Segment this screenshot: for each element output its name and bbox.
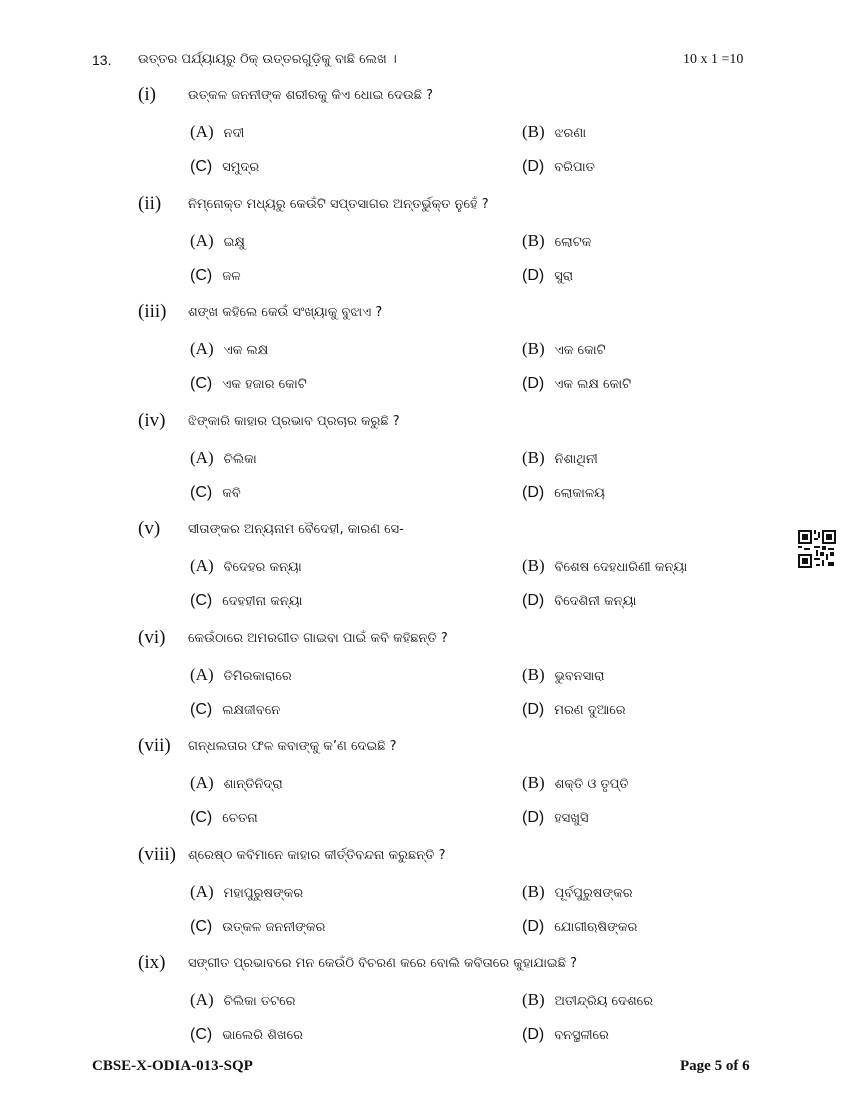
option-text: ଲକ୍ଷଜୀବନେ — [222, 702, 281, 718]
option-text: ବନସ୍ଥଳୀରେ — [554, 1028, 609, 1043]
sub-question-number: (ix) — [138, 952, 166, 973]
option-label: (A) — [190, 447, 214, 467]
option-label: (D) — [522, 809, 545, 826]
question-text: ଗନ୍ଧଲତାର ଫଳ କବାଙ୍କୁ କ’ଣ ଦେଇଛି ? — [188, 739, 397, 754]
question-text: ଶଙ୍ଖ କହିଲେ କେଉଁ ସଂଖ୍ୟାକୁ ବୁଝାଏ ? — [188, 305, 383, 320]
option-label: (C) — [190, 483, 213, 501]
option-label: (A) — [190, 556, 214, 575]
sub-question-number: (iii) — [138, 301, 167, 322]
option-text: ବିଦେହର କନ୍ୟା — [223, 560, 302, 575]
marks-allocation: 10 x 1 =10 — [683, 52, 744, 67]
option-text: ବରିପାତ — [554, 160, 595, 175]
option-text: ଝରଣା — [554, 126, 587, 141]
option-text: ଚିଲିକା — [223, 451, 257, 467]
option-b — [522, 990, 653, 1010]
option-label: (D) — [522, 483, 545, 501]
option-label: (C) — [190, 917, 213, 935]
option-b — [522, 882, 633, 902]
option-d — [522, 158, 595, 176]
paper-code: CBSE-X-ODIA-013-SQP — [92, 1058, 253, 1074]
option-a — [190, 773, 283, 793]
question-instruction: ଉତ୍ତର ପର୍ଯ୍ୟାୟରୁ ଠିକ୍ ଉତ୍ତରଗୁଡ଼ିକୁ ବାଛି ଲେଖ । — [138, 52, 397, 67]
question-header — [0, 52, 850, 72]
option-c — [190, 809, 258, 827]
option-label: (B) — [522, 230, 545, 250]
option-label: (B) — [522, 664, 545, 684]
option-label: (B) — [522, 556, 545, 575]
option-text: ଶକ୍ତି ଓ ତୃପ୍ତି — [554, 777, 629, 792]
option-label: (B) — [522, 122, 545, 141]
option-text: ଚିଲିକା ତଟରେ — [223, 994, 296, 1009]
option-label: (C) — [190, 809, 213, 826]
sub-question-number: (viii) — [138, 843, 176, 865]
option-text: ଜଳ — [222, 268, 241, 284]
option-text: ଉତ୍କଳ ଜନନୀଙ୍କର — [222, 919, 326, 935]
option-d — [522, 809, 588, 827]
sub-question-number: (v) — [138, 518, 161, 539]
option-text: ହସଖୁସି — [554, 811, 589, 826]
option-label: (A) — [190, 990, 214, 1009]
question-item — [0, 193, 850, 302]
option-label: (B) — [522, 990, 545, 1009]
option-label: (D) — [522, 917, 545, 935]
option-a — [190, 990, 296, 1010]
question-item — [0, 844, 850, 953]
option-label: (D) — [522, 375, 545, 392]
option-text: ଏକ ଲକ୍ଷ — [223, 343, 269, 358]
option-label: (A) — [190, 122, 214, 141]
question-item — [0, 735, 850, 844]
option-c — [190, 484, 241, 502]
sub-question-number: (i) — [138, 84, 156, 105]
option-c — [190, 701, 280, 719]
question-item — [0, 952, 850, 1061]
option-text: ଭାଲେରି ଶିଖରେ — [222, 1028, 303, 1043]
question-text: କେଉଁଠାରେ ଅମରଗୀତ ଗାଇବା ପାଇଁ କବି କହିଛନ୍ତି ? — [188, 630, 448, 646]
option-text: ଇକ୍ଷୁ — [223, 234, 245, 250]
option-label: (A) — [190, 230, 214, 250]
option-a — [190, 556, 302, 576]
option-label: (B) — [522, 881, 545, 901]
option-text: ବିଦେଶିନୀ କନ୍ୟା — [554, 594, 637, 609]
option-label: (B) — [522, 447, 545, 467]
option-label: (C) — [190, 158, 213, 175]
option-label: (A) — [190, 881, 214, 901]
option-text: ଦେହହୀନା କନ୍ୟା — [222, 594, 303, 609]
option-label: (C) — [190, 266, 213, 284]
option-label: (D) — [522, 266, 545, 284]
option-text: ଏକ ଲକ୍ଷ କୋଟି — [554, 377, 632, 392]
question-text: ସୀତାଙ୍କର ଅନ୍ୟନାମ ବୈଦେହୀ, କାରଣ ସେ- — [188, 522, 404, 537]
option-b — [522, 556, 687, 576]
sub-question-number: (vii) — [138, 735, 171, 756]
option-a — [190, 339, 268, 359]
option-text: ମରଣ ଦୁଆରେ — [554, 702, 626, 718]
question-item — [0, 518, 850, 627]
option-b — [522, 773, 629, 793]
option-text: ଲୋଟକ — [554, 234, 592, 250]
question-item — [0, 627, 850, 736]
option-text: ଯୋଗୀଋଷିଙ୍କର — [554, 919, 638, 935]
option-d — [522, 484, 605, 502]
option-c — [190, 1026, 303, 1044]
option-b — [522, 448, 598, 468]
option-text: ଏକ ହଜାର କୋଟି — [222, 377, 307, 392]
option-label: (B) — [522, 339, 545, 358]
option-text: ଭୁବନସାରା — [554, 668, 605, 684]
option-text: ଶାନ୍ତିନିଦ୍ରା — [223, 777, 283, 792]
option-label: (B) — [522, 773, 545, 792]
option-label: (D) — [522, 700, 545, 718]
option-d — [522, 1026, 609, 1044]
option-label: (D) — [522, 592, 545, 609]
question-list — [0, 84, 850, 1061]
option-a — [190, 122, 244, 142]
sub-question-number: (vi) — [138, 626, 166, 648]
option-text: ନଦୀ — [223, 126, 245, 141]
question-item — [0, 410, 850, 519]
option-a — [190, 882, 303, 902]
option-label: (D) — [522, 158, 545, 175]
option-text: ଚେତନା — [222, 811, 258, 826]
option-b — [522, 231, 591, 251]
option-text: କବି — [222, 485, 241, 501]
option-c — [190, 918, 325, 936]
option-b — [522, 339, 606, 359]
option-text: ସୁରା — [554, 268, 574, 284]
option-text: ପୂର୍ବପୁରୁଷଙ୍କର — [554, 885, 633, 901]
option-d — [522, 918, 637, 936]
question-text: ଉତ୍କଳ ଜନନୀଙ୍କ ଶରୀରକୁ କିଏ ଧୋଇ ଦେଉଛି ? — [188, 88, 434, 103]
option-d — [522, 267, 573, 285]
option-d — [522, 701, 626, 719]
sub-question-number: (ii) — [138, 192, 162, 214]
sub-question-number: (iv) — [138, 409, 166, 431]
qr-code-icon — [798, 530, 836, 568]
option-text: ନିଶାଥିନୀ — [554, 451, 598, 467]
option-label: (D) — [522, 1026, 545, 1043]
option-c — [190, 267, 241, 285]
option-label: (C) — [190, 1026, 213, 1043]
option-label: (A) — [190, 339, 214, 358]
option-text: ତିମିରକାରାରେ — [223, 668, 292, 684]
option-text: ଏକ କୋଟି — [554, 343, 606, 358]
option-a — [190, 448, 257, 468]
question-number: 13. — [92, 52, 112, 68]
option-text: ମହାପୁରୁଷଙ୍କର — [223, 885, 304, 901]
option-d — [522, 375, 631, 393]
option-c — [190, 592, 303, 610]
page-number: Page 5 of 6 — [680, 1058, 750, 1074]
option-c — [190, 158, 259, 176]
question-item — [0, 84, 850, 193]
option-text: ଲୋକାଳୟ — [554, 485, 605, 501]
option-a — [190, 665, 292, 685]
option-label: (A) — [190, 664, 214, 684]
option-label: (C) — [190, 375, 213, 392]
option-label: (C) — [190, 700, 213, 718]
option-c — [190, 375, 307, 393]
question-text: ଶ୍ରେଷ୍ଠ କବିମାନେ କାହାର କୀର୍ତ୍ତିବନ୍ଦନା କରୁଛନ୍ତି ? — [188, 847, 446, 863]
option-label: (C) — [190, 592, 213, 609]
page-footer — [0, 1058, 850, 1080]
option-text: ଅତୀନ୍ଦ୍ରିୟ ଦେଶରେ — [554, 994, 654, 1009]
option-label: (A) — [190, 773, 214, 792]
option-a — [190, 231, 245, 251]
option-d — [522, 592, 636, 610]
option-text: ବିଶେଷ ଦେହଧାରିଣୀ କନ୍ୟା — [554, 560, 688, 575]
question-text: ଝିଙ୍କାରି କାହାର ପ୍ରଭାବ ପ୍ରଚାର କରୁଛି ? — [188, 413, 400, 429]
option-text: ସମୁଦ୍ର — [222, 160, 260, 175]
question-item — [0, 301, 850, 410]
option-b — [522, 122, 586, 142]
question-text: ସଙ୍ଗୀତ ପ୍ରଭାବରେ ମନ କେଉଁଠି ବିଚରଣ କରେ ବୋଲି କବିତାରେ କୁହାଯାଇଛି ? — [188, 956, 577, 971]
option-b — [522, 665, 605, 685]
question-text: ନିମ୍ନୋକ୍ତ ମଧ୍ୟରୁ କେଉଁଟି ସପ୍ତସାଗର ଅନ୍ତର୍ଭୁକ୍ତ ନୁହେଁ ? — [188, 196, 489, 212]
